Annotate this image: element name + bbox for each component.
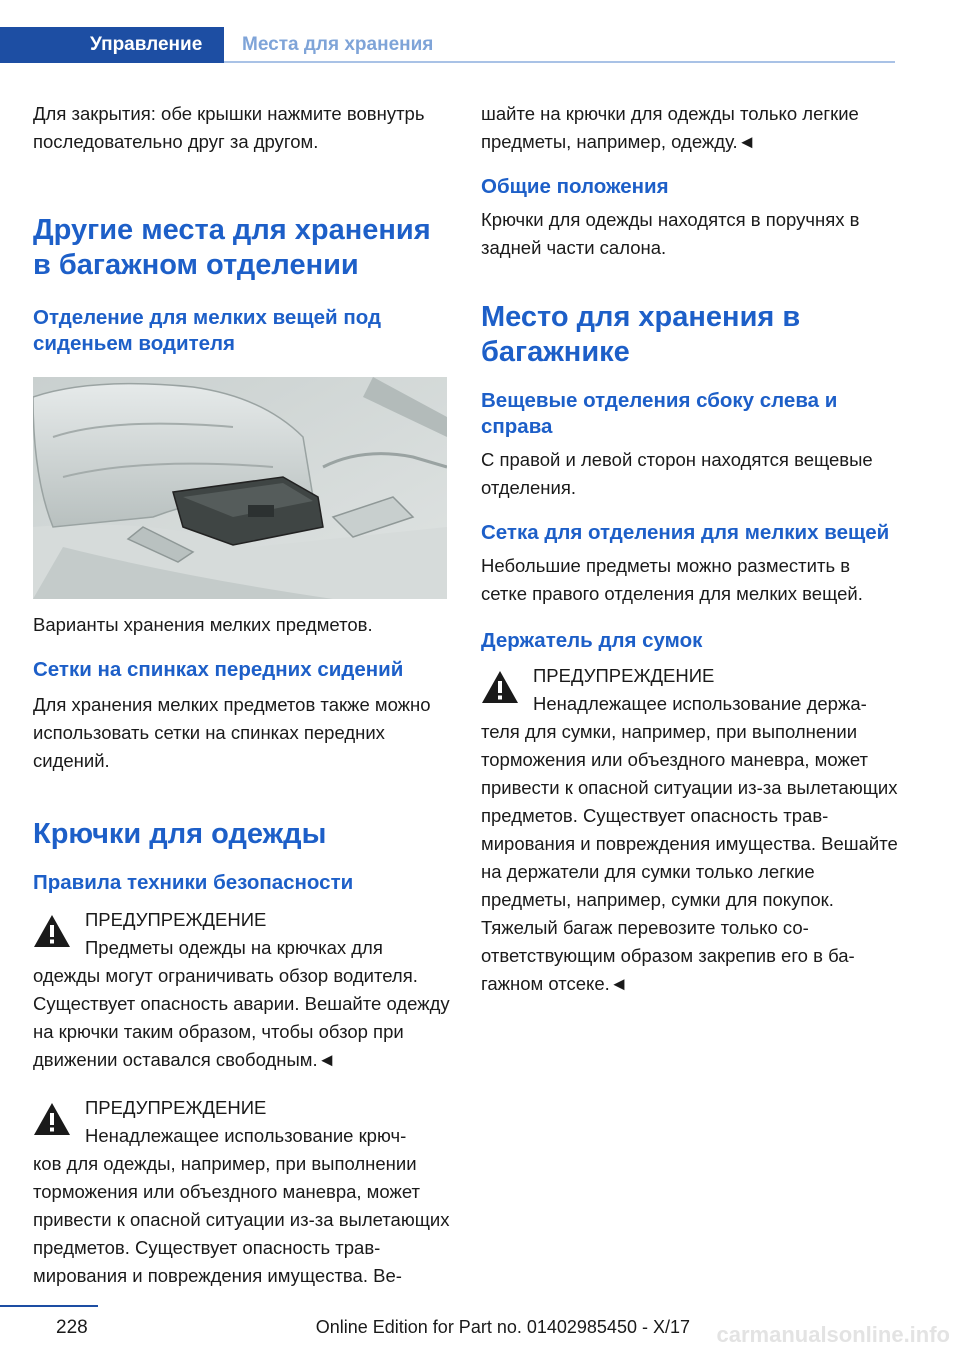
warning-text: одежды могут ограничивать обзор водителя. Существует опасность аварии. Вешайте одежду на крючки таким образом, чтобы обзор при движении оставался свободным.◄: [33, 965, 450, 1070]
continued-paragraph: шайте на крючки для одежды только легкие предметы, например, одежду.◄: [481, 103, 859, 152]
edition-note: Online Edition for Part no. 01402985450 - X/17: [315, 1317, 690, 1337]
warning-text: теля для сумки, например, при выполнении торможения или объездного маневра, может привести к опасной ситуации из-за вылетающих предметов. Существует опасность травмирования и повреждения имущества. Вешайте на держатели для сумки только легкие предметы, например, сумки для покупок. Тяжелый багаж перевозите только соответствующим образом закрепив его в багажном отсеке.◄: [481, 721, 898, 994]
warning-title: ПРЕДУПРЕЖДЕНИЕ: [85, 909, 267, 930]
photo-caption: Варианты хранения мелких предметов.: [33, 614, 373, 635]
seat-nets-paragraph: Для хранения мелких предметов также можно использовать сетки на спинках передних сидений.: [33, 694, 431, 771]
heading-side-compartments: Вещевые отделения сбоку слева и справа: [481, 389, 838, 438]
warning-title: ПРЕДУПРЕЖДЕНИЕ: [533, 665, 715, 686]
watermark-site: carmanualsonline.info: [716, 1322, 950, 1347]
heading-trunk-storage: Место для хранения в багажнике: [481, 301, 801, 368]
warning-triangle-icon: [481, 670, 519, 704]
page-number: 228: [56, 1317, 88, 1338]
small-items-net-paragraph: Небольшие предметы можно разместить в сетке правого отделения для мелких вещей.: [481, 555, 863, 604]
side-compartments-paragraph: С правой и левой сторон находятся вещевые отделения.: [481, 449, 873, 498]
intro-paragraph: Для закрытия: обе крышки нажмите вовнутрь последовательно друг за другом.: [33, 103, 425, 152]
warning-text-first-line: Ненадлежащее использование крюч-: [85, 1125, 407, 1146]
general-paragraph: Крючки для одежды находятся в поручнях в задней части салона.: [481, 209, 860, 258]
heading-under-seat: Отделение для мелких вещей под сиденьем водителя: [33, 306, 381, 355]
heading-small-items-net: Сетка для отделения для мелких вещей: [481, 521, 890, 544]
heading-general: Общие положения: [481, 175, 669, 198]
page-number-rule: [0, 1305, 98, 1307]
header-section-tab: Управление: [0, 27, 224, 63]
warning-triangle-icon: [33, 914, 71, 948]
warning-title: ПРЕДУПРЕЖДЕНИЕ: [85, 1097, 267, 1118]
left-column: [33, 100, 453, 1310]
heading-seat-nets: Сетки на спинках передних сидений: [33, 658, 404, 681]
warning-bag-holder: [481, 662, 901, 998]
under-seat-storage-photo: [33, 377, 447, 599]
warning-text-first-line: Ненадлежащее использование держа-: [533, 693, 867, 714]
warning-hooks-visibility: [33, 906, 453, 1074]
warning-text-first-line: Предметы одежды на крючках для: [85, 937, 383, 958]
heading-safety-rules: Правила техники безопасности: [33, 871, 354, 894]
heading-other-storage: Другие места для хранения в багажном отделении: [33, 214, 431, 281]
heading-bag-holder: Держатель для сумок: [481, 629, 703, 652]
warning-triangle-icon: [33, 1102, 71, 1136]
header-chapter-title: Места для хранения: [242, 34, 434, 55]
heading-clothes-hooks: Крючки для одежды: [33, 818, 327, 850]
header-rule: [224, 61, 895, 63]
warning-text: ков для одежды, например, при выполнении торможения или объездного маневра, может привести к опасной ситуации из-за вылетающих предметов. Существует опасность травмирования и повреждения имущества. Ве-: [33, 1153, 450, 1286]
right-column: [481, 100, 901, 1018]
warning-hooks-misuse: [33, 1094, 453, 1290]
